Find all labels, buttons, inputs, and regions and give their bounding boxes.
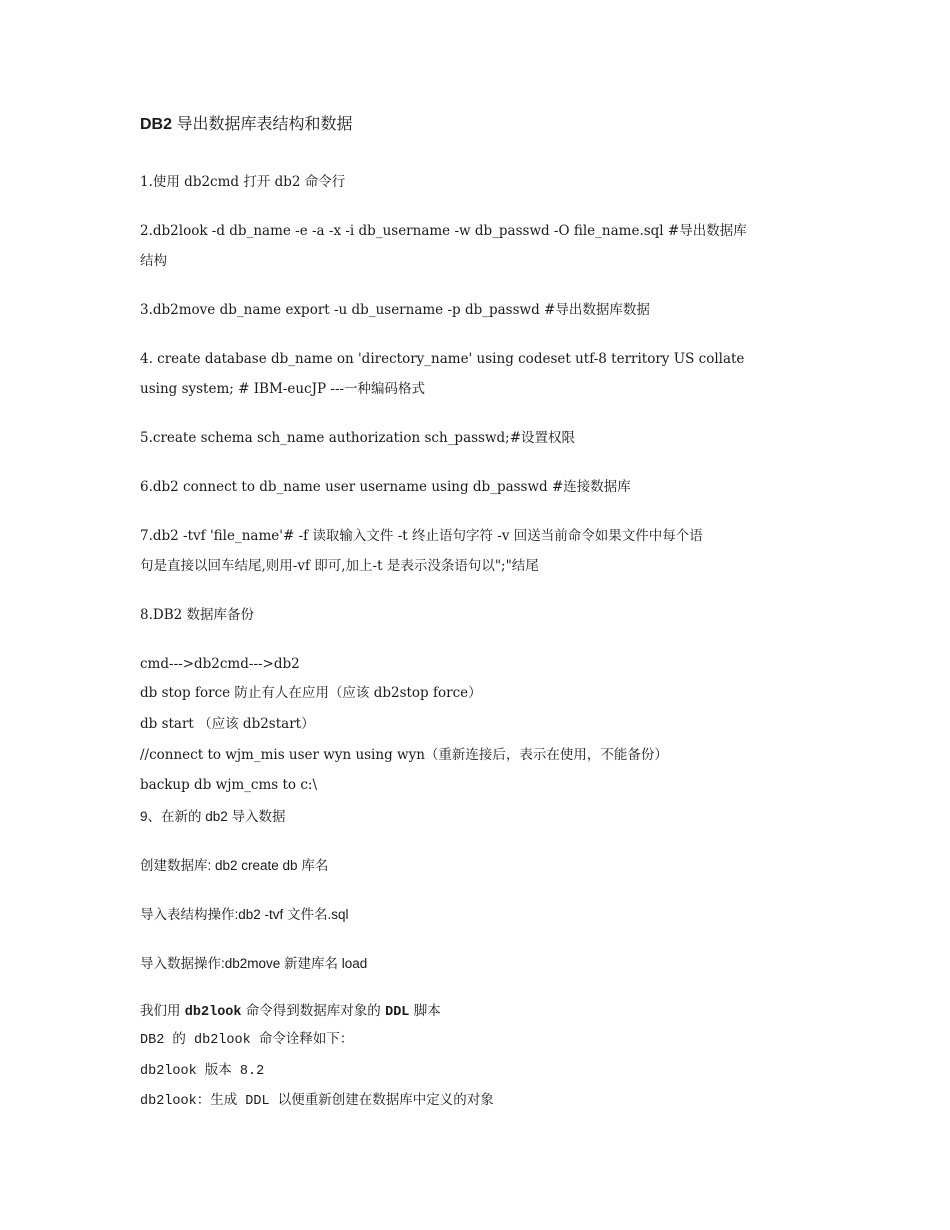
- step-2-line-1: 2.db2look -d db_name -e -a -x -i db_username -w db_passwd -O file_name.sql #导出数据库: [140, 223, 747, 239]
- backup-line-5: backup db wjm_cms to c:\: [140, 777, 318, 793]
- step-4-line-2: using system; # IBM-eucJP ---一种编码格式: [140, 381, 426, 397]
- db2look-intro-pre: 我们用: [140, 1003, 185, 1019]
- import-create-db-label: 创建数据库: [140, 858, 208, 874]
- title-bold: DB2: [140, 116, 173, 133]
- import-structure-label: 导入表结构操作: [140, 907, 235, 923]
- backup-line-1: cmd--->db2cmd--->db2: [140, 656, 300, 672]
- db2look-line-4: db2look：生成 DDL 以便重新创建在数据库中定义的对象: [140, 1094, 494, 1109]
- import-create-db-value: : db2 create db 库名: [207, 858, 329, 873]
- step-6: 6.db2 connect to db_name user username using db_passwd #连接数据库: [140, 479, 631, 495]
- db2look-line-3: db2look 版本 8.2: [140, 1064, 265, 1079]
- backup-line-3: db start （应该 db2start）: [140, 716, 315, 732]
- backup-line-2: db stop force 防止有人在应用（应该 db2stop force）: [140, 685, 482, 701]
- step-3: 3.db2move db_name export -u db_username -p db_passwd #导出数据库数据: [140, 302, 650, 318]
- db2look-line-2: DB2 的 db2look 命令诠释如下：: [140, 1033, 354, 1048]
- step-5: 5.create schema sch_name authorization sch_passwd;#设置权限: [140, 430, 576, 446]
- step-1: 1.使用 db2cmd 打开 db2 命令行: [140, 174, 346, 190]
- import-data: [140, 955, 367, 973]
- import-structure: [140, 906, 349, 924]
- step-8: 8.DB2 数据库备份: [140, 607, 255, 623]
- db2look-intro: [140, 1002, 441, 1022]
- title-rest: 导出数据库表结构和数据: [172, 116, 353, 133]
- db2look-intro-mid: 命令得到数据库对象的: [241, 1003, 386, 1019]
- page-title: [140, 116, 352, 134]
- db2look-intro-ddl: DDL: [385, 1005, 410, 1020]
- import-structure-value: :db2 -tvf 文件名.sql: [234, 907, 349, 922]
- import-create-db: [140, 857, 328, 875]
- db2look-intro-cmd: db2look: [184, 1005, 242, 1020]
- step-7-line-2: 句是直接以回车结尾,则用-vf 即可,加上-t 是表示没条语句以";"结尾: [140, 558, 539, 574]
- import-data-label: 导入数据操作: [140, 956, 221, 972]
- step-2-line-2: 结构: [140, 253, 167, 269]
- import-data-value: :db2move 新建库名 load: [221, 956, 368, 971]
- backup-line-4: //connect to wjm_mis user wyn using wyn（重新连接后，表示在使用，不能备份）: [140, 747, 668, 763]
- db2look-intro-post: 脚本: [409, 1003, 441, 1019]
- step-4-line-1: 4. create database db_name on 'directory_name' using codeset utf-8 territory US collate: [140, 351, 745, 367]
- import-heading: 9、在新的 db2 导入数据: [140, 809, 286, 824]
- step-7-line-1: 7.db2 -tvf 'file_name'# -f 读取输入文件 -t 终止语句字符 -v 回送当前命令如果文件中每个语: [140, 528, 703, 544]
